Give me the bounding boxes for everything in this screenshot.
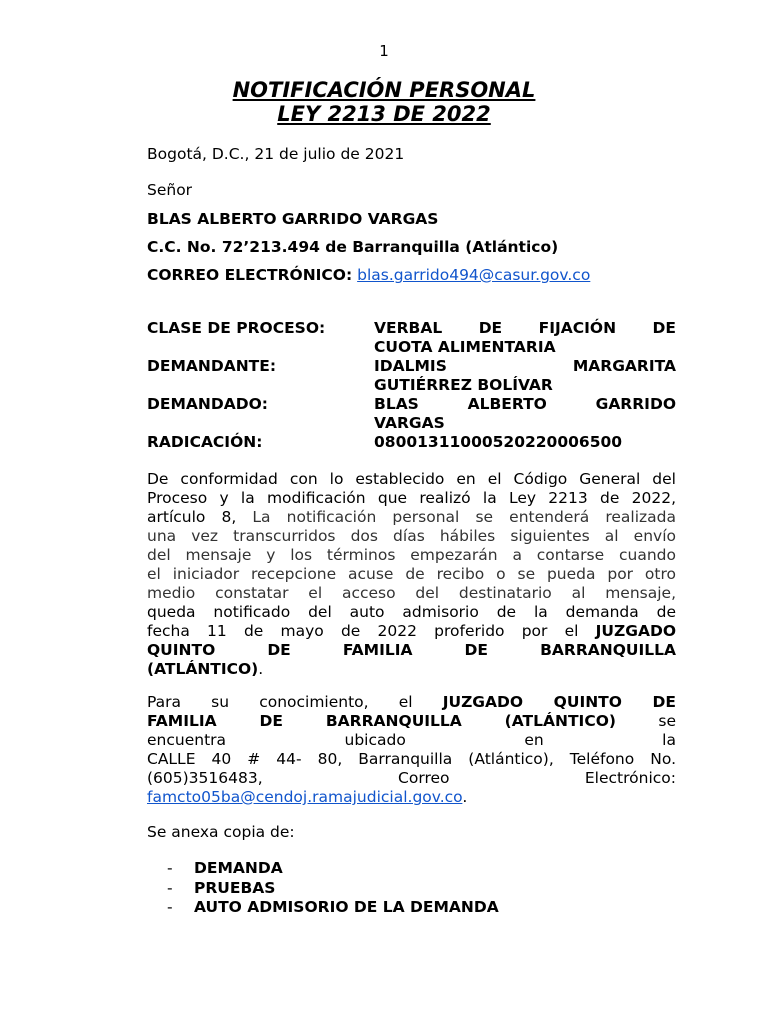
court-location-paragraph: Para su conocimiento, el JUZGADO QUINTO DE FAMILIA DE BARRANQUILLA (ATLÁNTICO) se encuentra ubicado en la CALLE 40 # 44- 80, Barranquilla (Atlántico), Teléfono No. (605)3516483, Correo Electrónico: famcto05ba@cendoj.ramajudicial.gov.co.: [147, 693, 676, 806]
defendant-label: DEMANDADO:: [147, 395, 268, 413]
recipient-email-line: [147, 266, 676, 285]
title-line-1: NOTIFICACIÓN PERSONAL: [232, 78, 536, 102]
radicacion-value: 08001311000520220006500: [374, 433, 623, 451]
annex-intro: Se anexa copia de:: [147, 823, 295, 841]
annex-item: - DEMANDA: [167, 859, 283, 877]
radicacion-row: [147, 433, 676, 452]
notification-paragraph: De conformidad con lo establecido en el Código General del Proceso y la modificación que realizó la Ley 2213 de 2022, artículo 8, La notificación personal se entenderá realizada una vez transcurridos dos días hábiles siguientes al envío del mensaje y los términos empezarán a contarse cuando el iniciador recepcione acuse de recibo o se pueda por otro medio constatar el acceso del destinatario al mensaje, queda notificado del auto admisorio de la demanda de fecha 11 de mayo de 2022 proferido por el JUZGADO QUINTO DE FAMILIA DE BARRANQUILLA (ATLÁNTICO).: [147, 470, 676, 678]
defendant-row: [147, 395, 676, 433]
title-line-2: LEY 2213 DE 2022: [277, 102, 491, 126]
place-date: Bogotá, D.C., 21 de julio de 2021: [147, 145, 405, 163]
email-label: CORREO ELECTRÓNICO:: [147, 266, 353, 284]
annex-item: - PRUEBAS: [167, 878, 276, 897]
recipient-id: C.C. No. 72’213.494 de Barranquilla (Atlántico): [147, 238, 559, 256]
page-number: 1: [379, 42, 389, 60]
plaintiff-label: DEMANDANTE:: [147, 357, 277, 375]
defendant-value: BLAS ALBERTO GARRIDO VARGAS: [374, 395, 676, 432]
plaintiff-value: IDALMIS MARGARITA GUTIÉRREZ BOLÍVAR: [374, 357, 676, 394]
recipient-name: BLAS ALBERTO GARRIDO VARGAS: [147, 210, 439, 228]
radicacion-label: RADICACIÓN:: [147, 433, 263, 451]
salutation: Señor: [147, 181, 193, 199]
court-email-link[interactable]: famcto05ba@cendoj.ramajudicial.gov.co: [147, 788, 463, 806]
recipient-email-link[interactable]: blas.garrido494@casur.gov.co: [357, 266, 591, 284]
process-class-row: [147, 319, 676, 357]
process-class-value: VERBAL DE FIJACIÓN DE CUOTA ALIMENTARIA: [374, 319, 676, 356]
annex-item: - AUTO ADMISORIO DE LA DEMANDA: [167, 898, 499, 916]
annex-list: [167, 859, 499, 918]
process-details-table: [147, 319, 676, 452]
process-class-label: CLASE DE PROCESO:: [147, 319, 326, 337]
plaintiff-row: [147, 357, 676, 395]
